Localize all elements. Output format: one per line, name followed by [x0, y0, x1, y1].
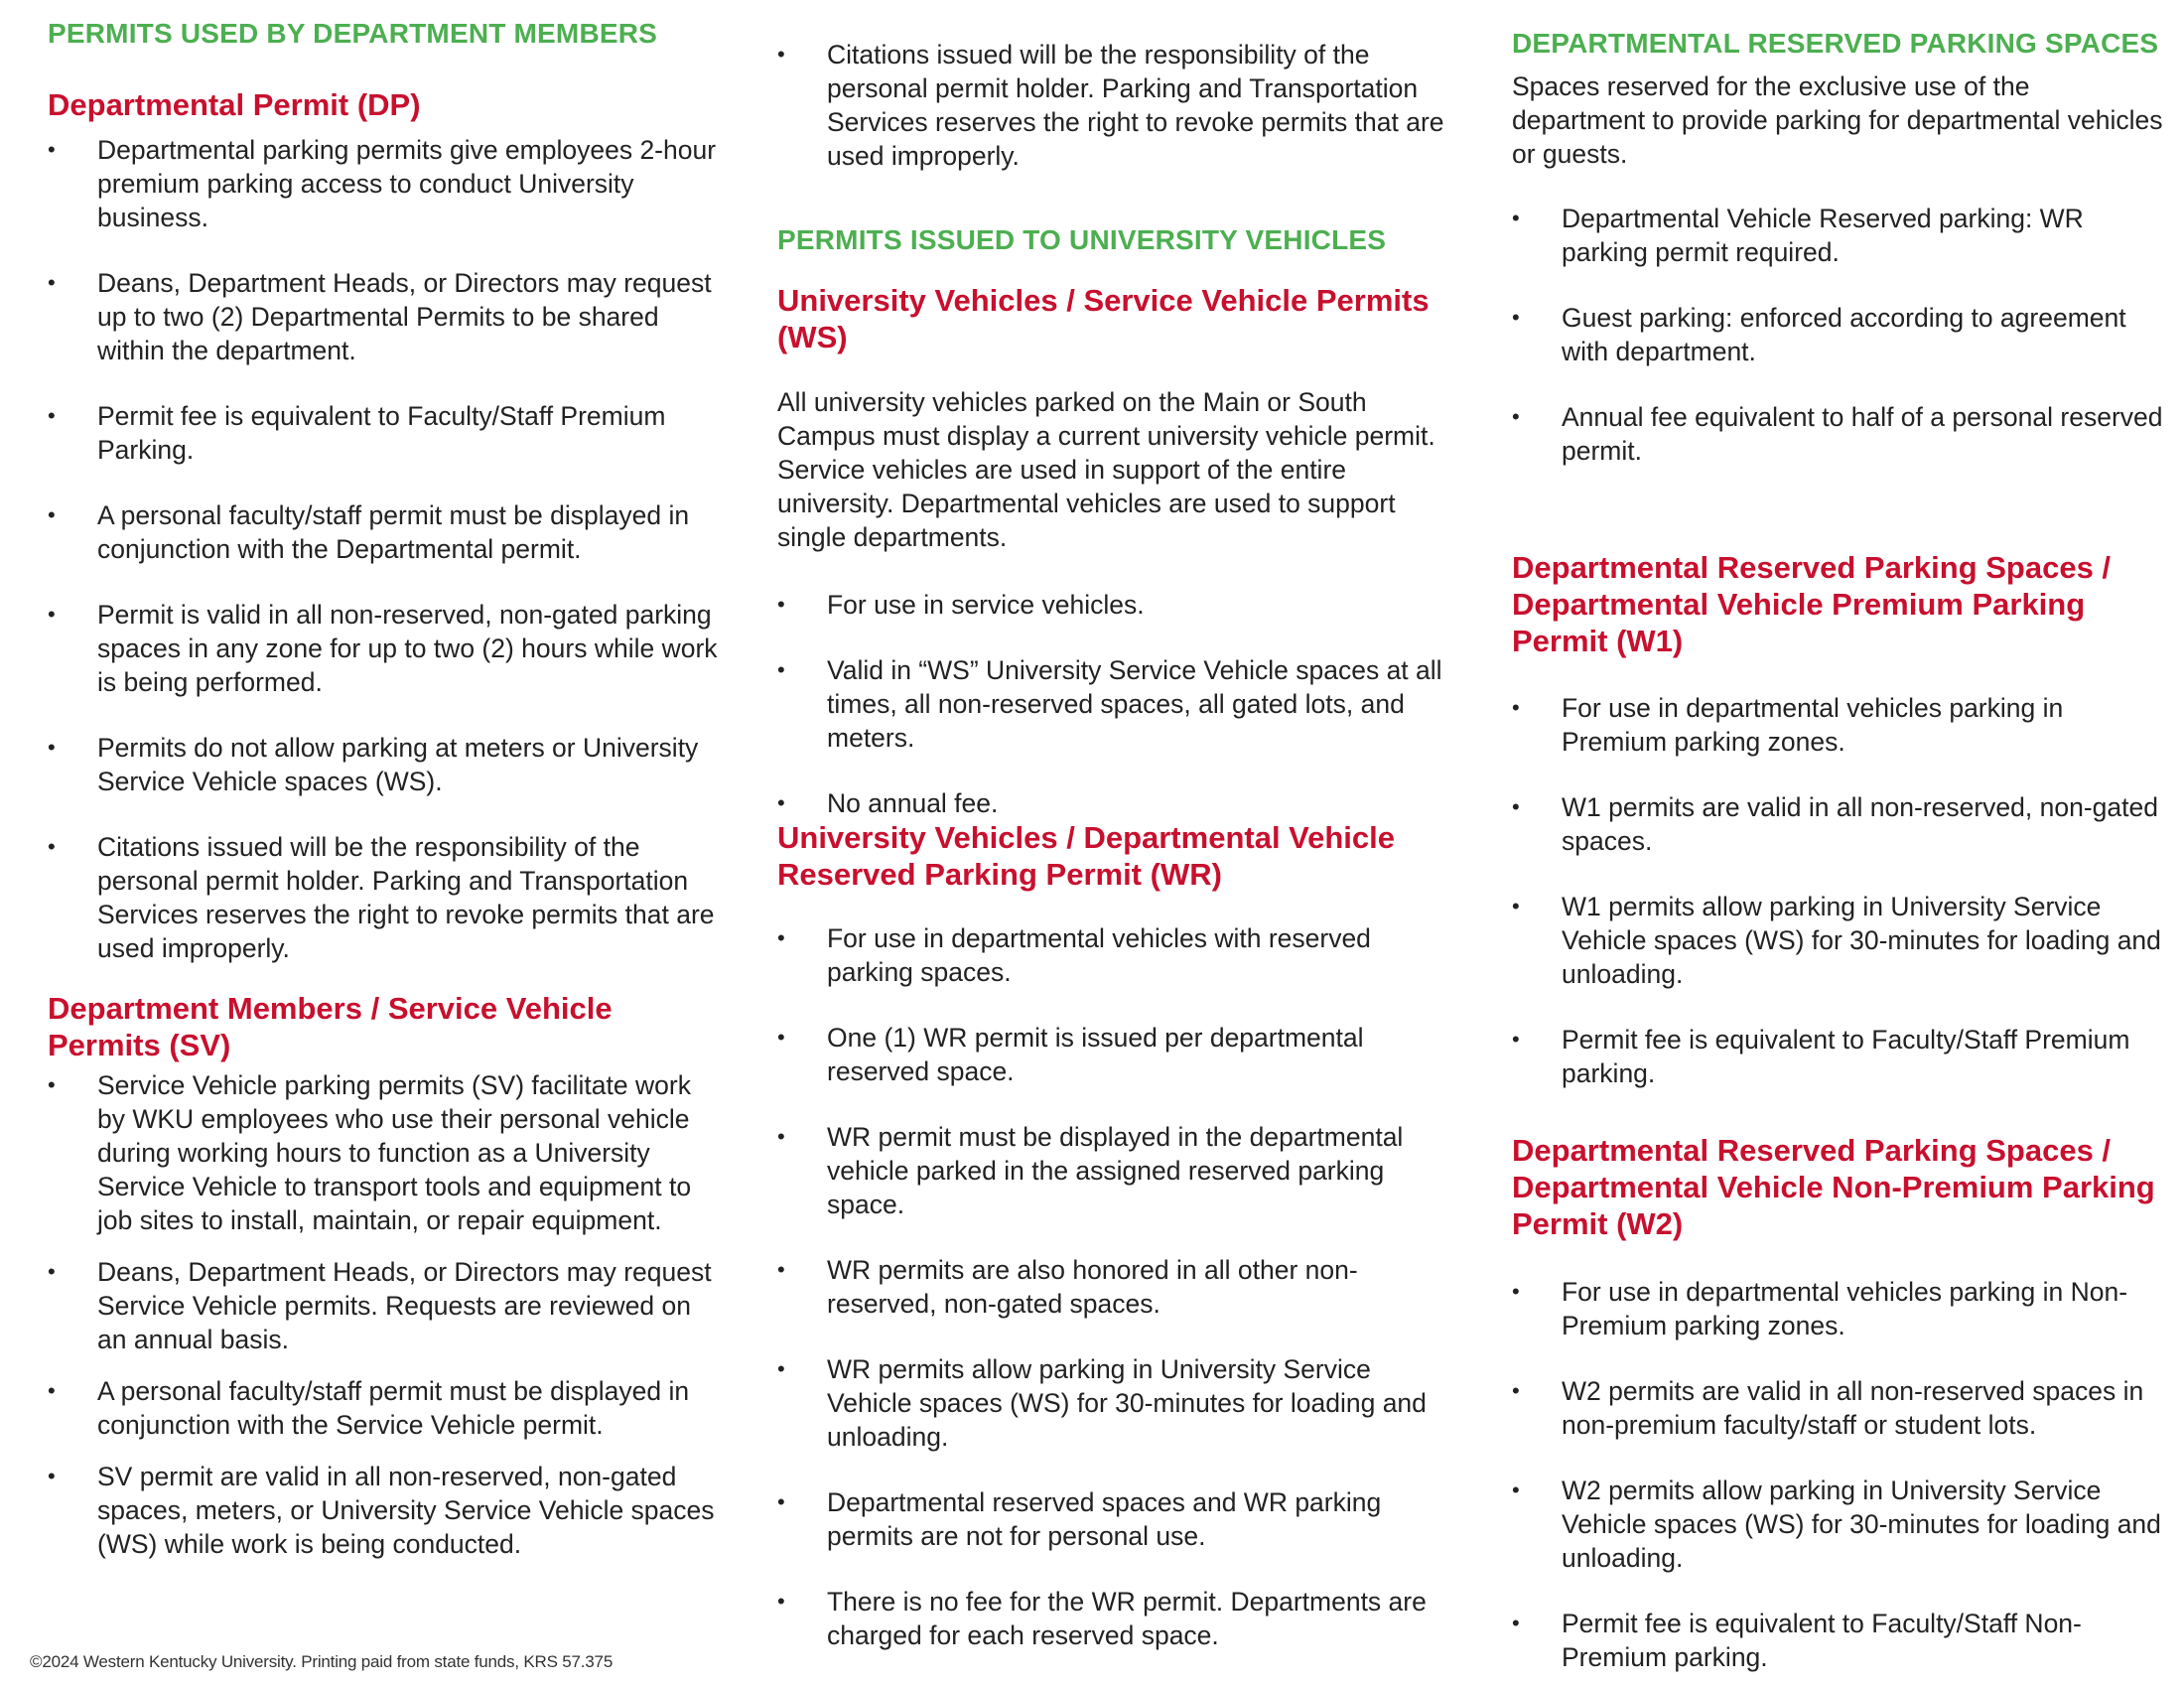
list-item: • W2 permits are valid in all non-reserved spaces in non-premium faculty/staff or student lots.: [1512, 1376, 2144, 1440]
list-item: • There is no fee for the WR permit. Departments are charged for each reserved space.: [777, 1587, 1427, 1650]
list-item: • One (1) WR permit is issued per departmental reserved space.: [777, 1023, 1364, 1086]
list-item: • SV permit are valid in all non-reserved, non-gated spaces, meters, or University Service Vehicle spaces (WS) while work is being conducted.: [48, 1462, 715, 1559]
list-item: • A personal faculty/staff permit must be displayed in conjunction with the Service Vehicle permit.: [48, 1376, 690, 1440]
list-item: • Permit fee is equivalent to Faculty/Staff Premium Parking.: [48, 401, 666, 465]
bullet-icon: •: [777, 1257, 785, 1282]
bullet-icon: •: [777, 1589, 785, 1614]
list-item: • W1 permits are valid in all non-reserved, non-gated spaces.: [1512, 792, 2158, 856]
list-item: • W2 permits allow parking in University Service Vehicle spaces (WS) for 30-minutes for loading and unloading.: [1512, 1476, 2161, 1573]
list-item: • Departmental parking permits give employees 2-hour premium parking access to conduct University business.: [48, 135, 717, 232]
subhead-w1: Departmental Reserved Parking Spaces / Departmental Vehicle Premium Parking Permit (W1): [1512, 550, 2112, 658]
list-item: • WR permits allow parking in University Service Vehicle spaces (WS) for 30-minutes for loading and unloading.: [777, 1354, 1427, 1452]
subhead-sv: Department Members / Service Vehicle Permits (SV): [48, 991, 613, 1062]
continued-bullet-list: [777, 38, 1452, 173]
subhead-ws: University Vehicles / Service Vehicle Permits (WS): [777, 283, 1430, 354]
list-item: • Guest parking: enforced according to agreement with department.: [1512, 303, 2126, 366]
wr-bullet-list: [777, 921, 1452, 1652]
ws-bullet-list: [777, 588, 1452, 820]
list-item: • Permit is valid in all non-reserved, non-gated parking spaces in any zone for up to two (2) hours while work is being performed.: [48, 600, 718, 697]
list-item: • Service Vehicle parking permits (SV) facilitate work by WKU employees who use their personal vehicle during working hours to function as a University Service Vehicle to transport tools and equipment to job sites to install, maintain, or repair equipment.: [48, 1070, 692, 1235]
footer-copyright: ©2024 Western Kentucky University. Printing paid from state funds, KRS 57.375: [30, 1652, 614, 1671]
bullet-icon: •: [1512, 695, 1520, 720]
bullet-icon: •: [48, 137, 56, 162]
list-item: • Permit fee is equivalent to Faculty/Staff Non-Premium parking.: [1512, 1609, 2082, 1672]
bullet-icon: •: [1512, 206, 1520, 230]
bullet-icon: •: [777, 1356, 785, 1381]
list-item: • Departmental reserved spaces and WR parking permits are not for personal use.: [777, 1487, 1382, 1551]
bullet-icon: •: [777, 925, 785, 950]
list-item: • No annual fee.: [777, 788, 999, 818]
bullet-icon: •: [48, 1378, 56, 1403]
ws-intro: All university vehicles parked on the Main or South Campus must display a current university vehicle permit. Service vehicles are used in support of the entire university. Departmental vehicles are used to support single departments.: [777, 387, 1435, 552]
w1-bullet-list: [1512, 691, 2167, 1090]
list-item: • A personal faculty/staff permit must be displayed in conjunction with the Departmental permit.: [48, 500, 690, 564]
bullet-icon: •: [48, 834, 56, 859]
bullet-icon: •: [48, 403, 56, 428]
bullet-icon: •: [777, 592, 785, 617]
bullet-icon: •: [1512, 305, 1520, 330]
reserved-intro: Spaces reserved for the exclusive use of the department to provide parking for departmental vehicles or guests.: [1512, 71, 2163, 169]
list-item: • For use in departmental vehicles parking in Non-Premium parking zones.: [1512, 1277, 2128, 1340]
bullet-icon: •: [777, 790, 785, 815]
bullet-icon: •: [777, 657, 785, 682]
bullet-icon: •: [48, 502, 56, 527]
list-item: • W1 permits allow parking in University Service Vehicle spaces (WS) for 30-minutes for loading and unloading.: [1512, 892, 2161, 989]
list-item: • Citations issued will be the responsibility of the personal permit holder. Parking and Transportation Services reserves the right to revoke permits that are used improperly.: [777, 40, 1444, 171]
dp-bullet-list: [48, 133, 723, 965]
bullet-icon: •: [1512, 404, 1520, 429]
bullet-icon: •: [48, 1464, 56, 1488]
bullet-icon: •: [48, 602, 56, 627]
bullet-icon: •: [48, 270, 56, 295]
bullet-icon: •: [48, 735, 56, 760]
section-title-department-members: PERMITS USED BY DEPARTMENT MEMBERS: [48, 18, 658, 49]
list-item: • Departmental Vehicle Reserved parking: WR parking permit required.: [1512, 204, 2084, 267]
bullet-icon: •: [777, 1489, 785, 1514]
list-item: • Permit fee is equivalent to Faculty/Staff Premium parking.: [1512, 1025, 2130, 1088]
list-item: • Deans, Department Heads, or Directors may request Service Vehicle permits. Requests are reviewed on an annual basis.: [48, 1257, 712, 1354]
bullet-icon: •: [1512, 1611, 1520, 1635]
bullet-icon: •: [1512, 794, 1520, 819]
bullet-icon: •: [48, 1072, 56, 1097]
list-item: • For use in departmental vehicles parking in Premium parking zones.: [1512, 693, 2064, 757]
list-item: • WR permit must be displayed in the departmental vehicle parked in the assigned reserved parking space.: [777, 1122, 1404, 1219]
reserved-bullet-list: [1512, 202, 2167, 468]
list-item: • For use in departmental vehicles with reserved parking spaces.: [777, 923, 1371, 987]
bullet-icon: •: [777, 1124, 785, 1149]
bullet-icon: •: [1512, 1477, 1520, 1502]
list-item: • WR permits are also honored in all other non-reserved, non-gated spaces.: [777, 1255, 1358, 1319]
subhead-dp: Departmental Permit (DP): [48, 87, 421, 122]
section-title-reserved-spaces: DEPARTMENTAL RESERVED PARKING SPACES: [1512, 28, 2159, 59]
list-item: • Deans, Department Heads, or Directors may request up to two (2) Departmental Permits to be shared within the department.: [48, 268, 712, 365]
subhead-w2: Departmental Reserved Parking Spaces / Departmental Vehicle Non-Premium Parking Permit (W2): [1512, 1133, 2155, 1241]
list-item: • Citations issued will be the responsibility of the personal permit holder. Parking and Transportation Services reserves the right to revoke permits that are used improperly.: [48, 832, 715, 963]
section-title-university-vehicles: PERMITS ISSUED TO UNIVERSITY VEHICLES: [777, 224, 1387, 255]
bullet-icon: •: [1512, 1027, 1520, 1052]
list-item: • Permits do not allow parking at meters or University Service Vehicle spaces (WS).: [48, 733, 699, 796]
bullet-icon: •: [1512, 894, 1520, 918]
subhead-wr: University Vehicles / Departmental Vehicle Reserved Parking Permit (WR): [777, 820, 1396, 892]
bullet-icon: •: [1512, 1279, 1520, 1304]
w2-bullet-list: [1512, 1275, 2167, 1674]
list-item: • Valid in “WS” University Service Vehicle spaces at all times, all non-reserved spaces, all gated lots, and meters.: [777, 655, 1442, 753]
list-item: • For use in service vehicles.: [777, 590, 1145, 620]
bullet-icon: •: [48, 1259, 56, 1284]
bullet-icon: •: [777, 42, 785, 67]
list-item: • Annual fee equivalent to half of a personal reserved permit.: [1512, 402, 2163, 466]
bullet-icon: •: [1512, 1378, 1520, 1403]
bullet-icon: •: [777, 1025, 785, 1050]
sv-bullet-list: [48, 1068, 723, 1561]
